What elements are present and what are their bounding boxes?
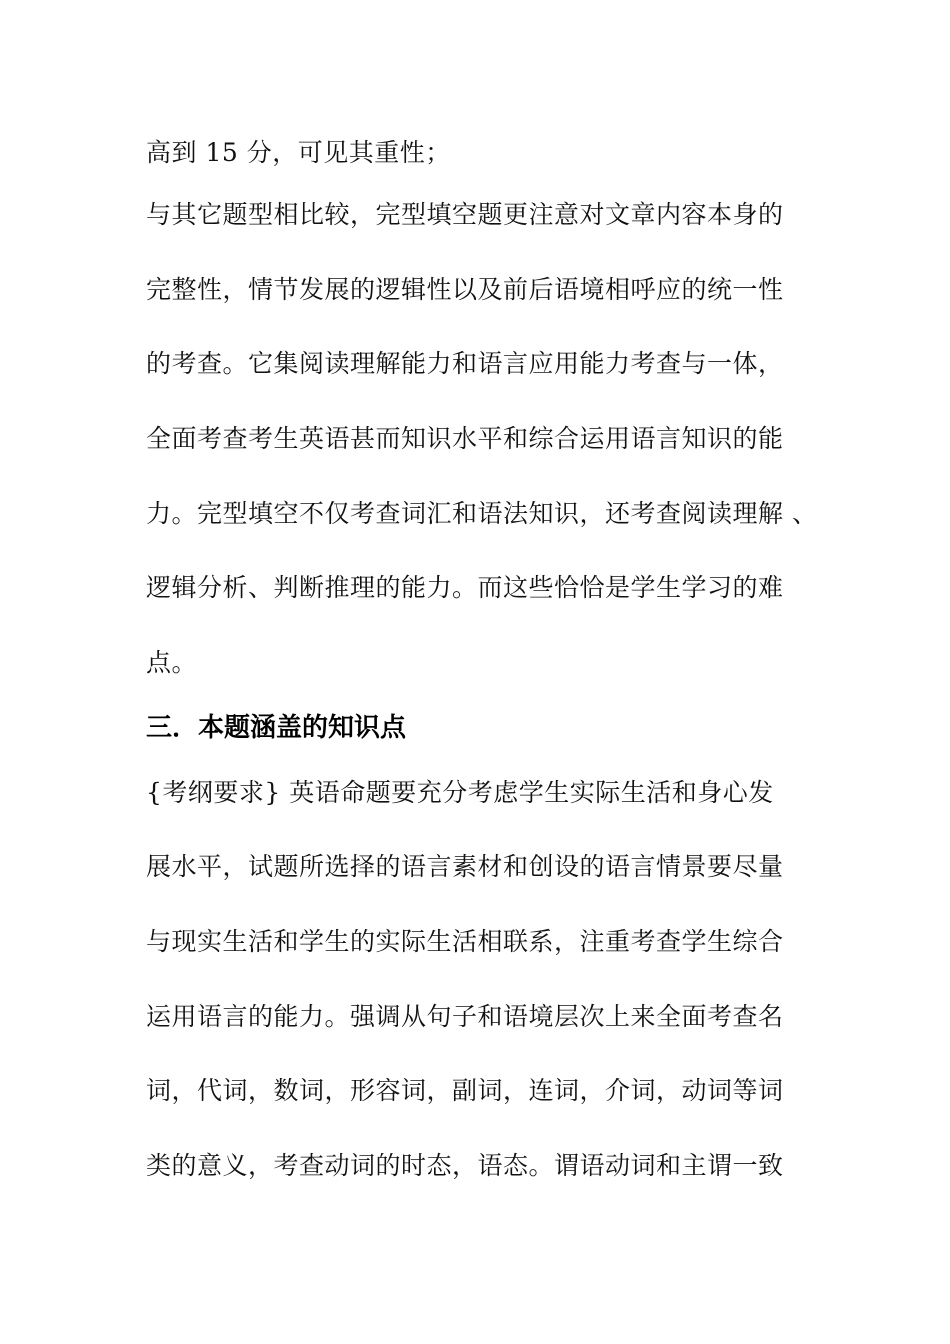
section-line-3: 与现实生活和学生的实际生活相联系，注重考查学生综合 [146, 927, 784, 956]
intro-line-5: 全面考查考生英语甚而知识水平和综合运用语言知识的能 [146, 424, 784, 453]
section-line-4: 运用语言的能力。强调从句子和语境层次上来全面考查名 [146, 1002, 784, 1031]
section-line-2: 展水平，试题所选择的语言素材和创设的语言情景要尽量 [146, 852, 784, 881]
intro-line-2: 与其它题型相比较，完型填空题更注意对文章内容本身的 [146, 200, 784, 229]
section-line-1: {考纲要求} 英语命题要充分考虑学生实际生活和身心发 [146, 778, 774, 807]
intro-line-3: 完整性，情节发展的逻辑性以及前后语境相呼应的统一性 [146, 275, 784, 304]
intro-line-6: 力。完型填空不仅考查词汇和语法知识，还考查阅读理解 、 [146, 499, 818, 528]
section-line-5: 词，代词，数词，形容词，副词，连词，介词，动词等词 [146, 1076, 784, 1105]
section-line-6: 类的意义，考查动词的时态，语态。谓语动词和主谓一致 [146, 1151, 784, 1180]
intro-line-1: 高到 15 分，可见其重性； [146, 138, 451, 167]
section-heading: 三．本题涵盖的知识点 [146, 713, 407, 743]
intro-line-7: 逻辑分析、判断推理的能力。而这些恰恰是学生学习的难 [146, 573, 784, 602]
intro-line-8: 点。 [146, 648, 198, 677]
intro-line-4: 的考查。它集阅读理解能力和语言应用能力考查与一体， [146, 349, 784, 378]
